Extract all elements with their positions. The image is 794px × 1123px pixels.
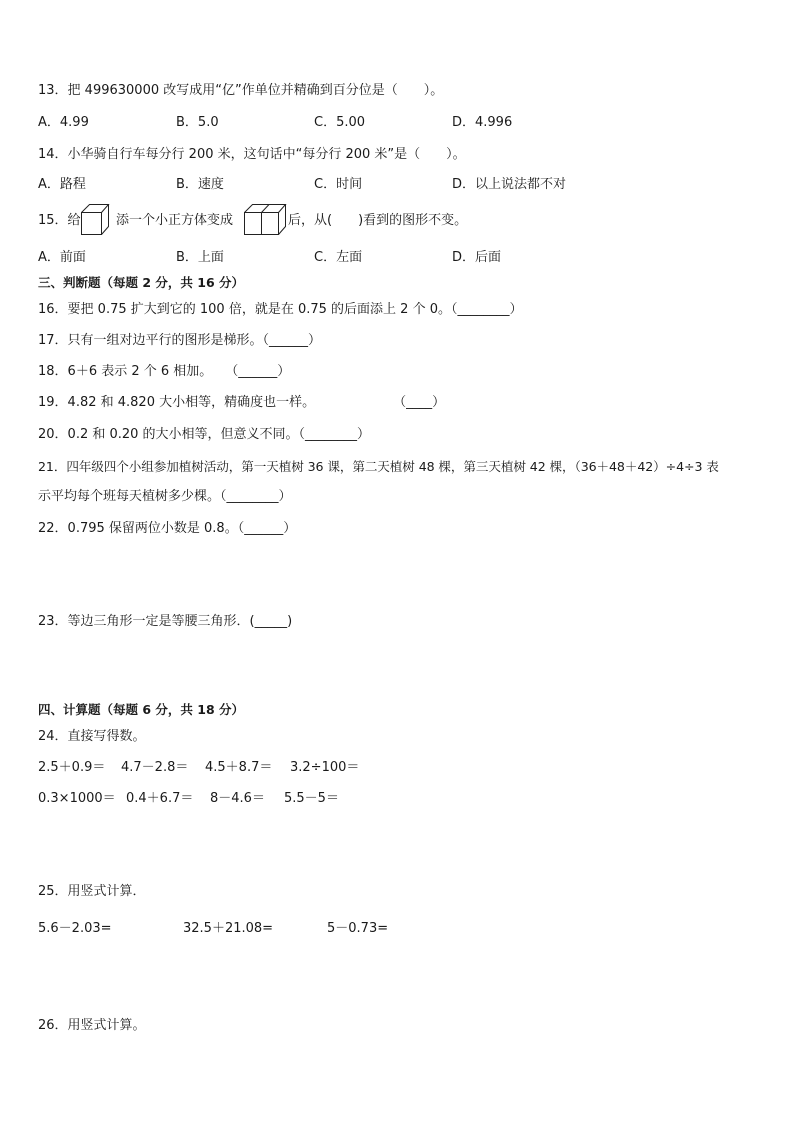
q25-expression: 32.5＋21.08= [183, 921, 274, 936]
q13-option-c: C．5.00 [314, 115, 366, 130]
question-26-stem: 26．用竖式计算。 [38, 1018, 146, 1033]
q24-expression: 5.5－5＝ [284, 791, 339, 806]
question-14-stem: 14．小华骑自行车每分行 200 米，这句话中“每分行 200 米”是（ ）。 [38, 147, 466, 162]
question-16: 16．要把 0.75 扩大到它的 100 倍，就是在 0.75 的后面添上 2 个 0。（________） [38, 302, 523, 317]
question-21-line-2: 示平均每个班每天植树多少棵。（________） [38, 489, 292, 504]
q24-expression: 0.4＋6.7＝ [126, 791, 194, 806]
question-22: 22．0.795 保留两位小数是 0.8。（______） [38, 521, 297, 536]
q24-expression: 3.2÷100＝ [290, 760, 360, 775]
question-18: 18．6＋6 表示 2 个 6 相加。 （______） [38, 364, 291, 379]
q14-option-d: D．以上说法都不对 [452, 177, 567, 192]
q13-option-b: B．5.0 [176, 115, 219, 130]
question-23: 23．等边三角形一定是等腰三角形．(_____) [38, 614, 293, 629]
question-21-line-1: 21．四年级四个小组参加植树活动，第一天植树 36 课，第二天植树 48 棵，第三天植树 42 棵，（36＋48＋42）÷4÷3 表 [38, 459, 719, 474]
question-13-stem: 13．把 499630000 改写成用“亿”作单位并精确到百分位是（ ）。 [38, 83, 444, 98]
question-15-stem-end: 后，从( )看到的图形不变。 [288, 213, 468, 228]
question-24-stem: 24．直接写得数。 [38, 729, 146, 744]
section-4-heading: 四、计算题（每题 6 分，共 18 分） [38, 702, 245, 717]
two-cube-figure [243, 203, 287, 237]
question-19: 19．4.82 和 4.820 大小相等，精确度也一样。 （____） [38, 395, 446, 410]
q14-option-a: A．路程 [38, 177, 86, 192]
question-25-stem: 25．用竖式计算． [38, 884, 146, 899]
q24-expression: 2.5＋0.9＝ [38, 760, 106, 775]
single-cube-figure [80, 203, 110, 237]
q25-expression: 5.6－2.03= [38, 921, 112, 936]
q15-option-d: D．后面 [452, 250, 502, 265]
q24-expression: 4.5＋8.7＝ [205, 760, 273, 775]
q15-option-b: B．上面 [176, 250, 224, 265]
q15-option-c: C．左面 [314, 250, 363, 265]
question-15-stem-start: 15．给 [38, 213, 81, 228]
question-17: 17．只有一组对边平行的图形是梯形。（______） [38, 333, 322, 348]
q24-expression: 0.3×1000＝ [38, 791, 116, 806]
q14-option-b: B．速度 [176, 177, 224, 192]
q13-option-a: A．4.99 [38, 115, 89, 130]
question-15-stem-middle: 添一个小正方体变成 [116, 213, 234, 228]
q24-expression: 4.7－2.8＝ [121, 760, 189, 775]
q24-expression: 8－4.6＝ [210, 791, 265, 806]
q15-option-a: A．前面 [38, 250, 86, 265]
section-3-heading: 三、判断题（每题 2 分，共 16 分） [38, 275, 245, 290]
q25-expression: 5－0.73= [327, 921, 389, 936]
q13-option-d: D．4.996 [452, 115, 513, 130]
q14-option-c: C．时间 [314, 177, 363, 192]
question-20: 20．0.2 和 0.20 的大小相等，但意义不同。（________） [38, 427, 371, 442]
